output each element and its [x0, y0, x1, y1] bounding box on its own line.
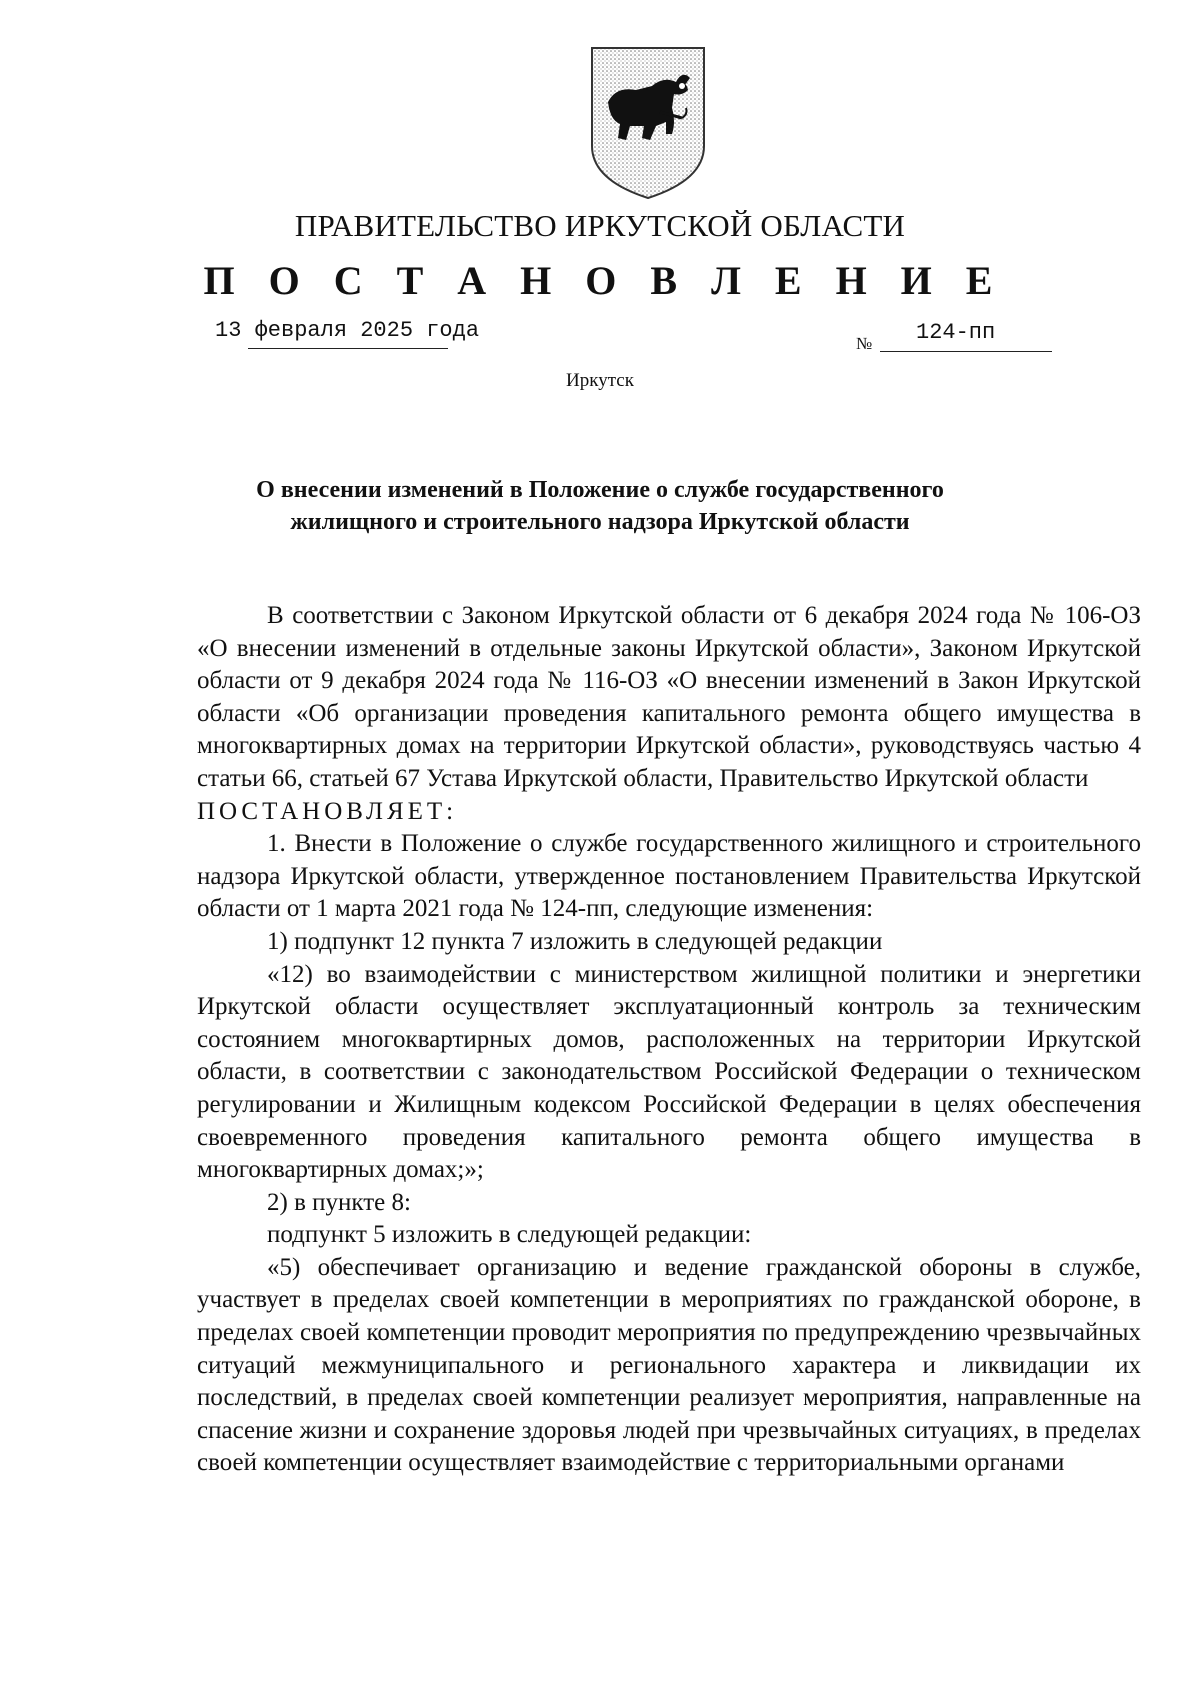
subject-line-2: жилищного и строительного надзора Иркутской области — [290, 509, 910, 535]
preamble-paragraph: В соответствии с Законом Иркутской области от 6 декабря 2024 года № 106-ОЗ «О внесении изменений в отдельные законы Иркутской области», Законом Иркутской области от 9 декабря 2024 года № 116-ОЗ «О внесении изменений в Закон Иркутской области «Об организации проведения капитального ремонта общего имущества в многоквартирных домах на территории Иркутской области», руководствуясь частью 4 статьи 66, статьей 67 Устава Иркутской области, Правительство Иркутской области — [197, 602, 1141, 792]
coat-of-arms-icon — [586, 42, 710, 202]
government-title: ПРАВИТЕЛЬСТВО ИРКУТСКОЙ ОБЛАСТИ — [294, 208, 906, 243]
document-date: 13 февраля 2025 года — [215, 318, 480, 343]
document-body — [197, 600, 1141, 1480]
document-type: П О С Т А Н О В Л Е Н И Е — [203, 258, 1005, 303]
document-number: 124-пп — [916, 320, 996, 345]
subitem-1-paragraph: 1) подпункт 12 пункта 7 изложить в следующей редакции — [267, 927, 883, 955]
quote-12-paragraph: «12) во взаимодействии с министерством жилищной политики и энергетики Иркутской области осуществляет эксплуатационный контроль за техническим состоянием многоквартирных домов, расположенных на территории Иркутской области, в соответствии с законодательством Российской Федерации о техническом регулировании и Жилищным кодексом Российской Федерации в целях обеспечения своевременного проведения капитального ремонта общего имущества в многоквартирных домах;»; — [197, 960, 1141, 1184]
document-subject — [150, 474, 1050, 538]
number-underline — [880, 351, 1052, 352]
city: Иркутск — [566, 370, 634, 391]
quote-5-paragraph: «5) обеспечивает организацию и ведение гражданской обороны в службе, участвует в пределах своей компетенции в мероприятиях по гражданской обороне, в пределах своей компетенции проводит мероприятия по предупреждению чрезвычайных ситуаций межмуниципального и регионального характера и ликвидации их последствий, в пределах своей компетенции реализует мероприятия, направленные на спасение жизни и сохранение здоровья людей при чрезвычайных ситуациях, в пределах своей компетенции осуществляет взаимодействие с территориальными органами — [197, 1253, 1141, 1477]
resolves-heading: ПОСТАНОВЛЯЕТ: — [197, 797, 458, 825]
number-sign: № — [856, 334, 873, 353]
item-1-paragraph: 1. Внести в Положение о службе государственного жилищного и строительного надзора Иркутской области, утвержденное постановлением Правительства Иркутской области от 1 марта 2021 года № 124-пп, следующие изменения: — [197, 830, 1141, 923]
subitem-2-paragraph: 2) в пункте 8: — [267, 1188, 411, 1216]
subject-line-1: О внесении изменений в Положение о службе государственного — [256, 477, 944, 503]
subitem-2a-paragraph: подпункт 5 изложить в следующей редакции: — [267, 1221, 752, 1249]
date-underline — [248, 348, 448, 349]
